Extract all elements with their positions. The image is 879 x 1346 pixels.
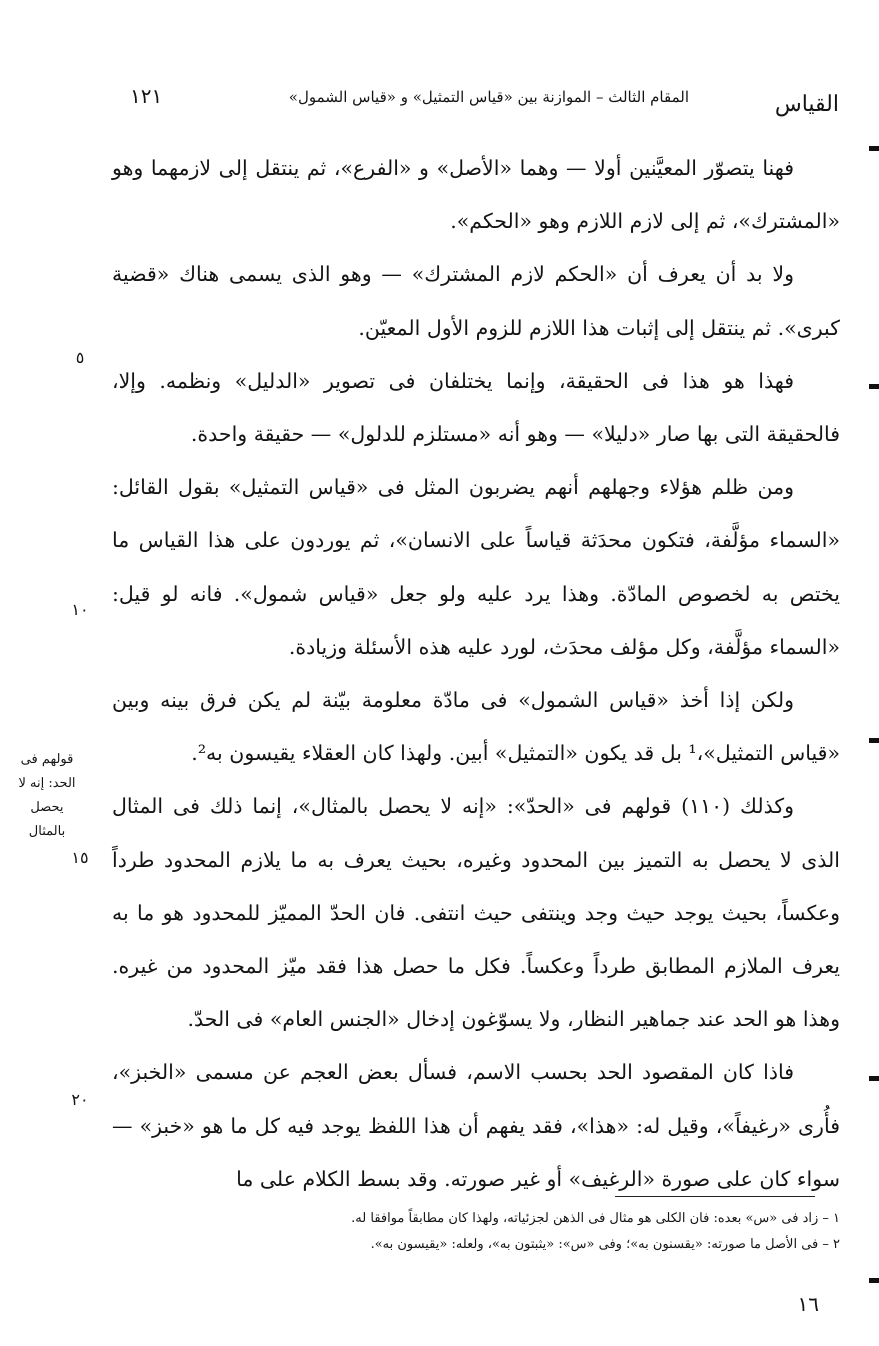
paragraph: وكذلك (١١٠) قولهم فى «الحدّ»: «إنه لا يحصل بالمثال»، إنما ذلك فى المثال الذى لا يحصل به التميز بين المحدود وغيره، بحيث يعرف به ما يلازم المحدود طرداً وعكساً، بحيث يوجد حيث وجد وينتفى حيث انتفى. فان الحدّ المميّز للمحدود هو ما به يعرف الملازم المطابق طرداً وعكساً. فكل ما حصل هذا فقد ميّز المحدود من غيره. وهذا هو الحد عند جماهير النظار، ولا يسوّغون إدخال «الجنس العام» فى الحدّ. — [112, 794, 840, 1032]
line-number: ١٥ — [71, 848, 89, 867]
edge-mark — [869, 1278, 879, 1283]
footnote: ٢ – فى الأصل ما صورته: «يقسنون به»؛ وفى «س»: «يثبتون به»، ولعله: «يقيسون به». — [370, 1237, 840, 1252]
edge-mark — [869, 738, 879, 743]
paragraph: ولا بد أن يعرف أن «الحكم لازم المشترك» — وهو الذى يسمى هناك «قضية كبرى». ثم ينتقل إلى إثبات هذا اللازم للزوم الأول المعيّن. — [112, 262, 840, 340]
running-title: القياس — [774, 92, 839, 117]
page-header — [130, 78, 839, 122]
main-text — [112, 142, 840, 1206]
header-page-number: ١٢١ — [130, 84, 163, 108]
paragraph: فهنا يتصوّر المعيَّنين أولا — وهما «الأصل» و «الفرع»، ثم ينتقل إلى لازمهما وهو «المشترك»، ثم إلى لازم اللازم وهو «الحكم». — [112, 156, 840, 234]
footer-page-number: ١٦ — [797, 1292, 819, 1316]
line-number: ٢٠ — [71, 1090, 89, 1109]
footnote-divider — [615, 1196, 815, 1197]
margin-note: قولهم فى الحد: إنه لا يحصل بالمثال — [18, 752, 76, 839]
line-number: ١٠ — [71, 600, 89, 619]
paragraph: فهذا هو هذا فى الحقيقة، وإنما يختلفان فى تصوير «الدليل» ونظمه. وإلا، فالحقيقة التى بها صار «دليلا» — وهو أنه «مستلزم للدلول» — حقيقة واحدة. — [112, 368, 840, 447]
paragraph: فاذا كان المقصود الحد بحسب الاسم، فسأل بعض العجم عن مسمى «الخبز»، فأُرى «رغيفاً»، وقيل له: «هذا»، فقد يفهم أن هذا اللفظ يوجد فيه كل ما هو «خبز» — سواء كان على صورة «الرغيف» أو غير صورته. وقد بسط الكلام على ما — [112, 1060, 840, 1191]
section-title: المقام الثالث – الموازنة بين «قياس التمثيل» و «قياس الشمول» — [288, 88, 689, 106]
paragraph: ولكن إذا أخذ «قياس الشمول» فى مادّة معلومة بيّنة لم يكن فرق بينه وبين «قياس التمثيل»،¹ بل قد يكون «التمثيل» أبين. ولهذا كان العقلاء يقيسون به². — [112, 688, 840, 766]
edge-mark — [869, 146, 879, 151]
edge-mark — [869, 1076, 879, 1081]
line-number: ٥ — [75, 348, 85, 367]
paragraph: ومن ظلم هؤلاء وجهلهم أنهم يضربون المثل فى «قياس التمثيل» بقول القائل: «السماء مؤلَّفة، فتكون محدَثة قياساً على الانسان»، ثم يوردون على هذا القياس ما يختص به لخصوص المادّة. وهذا يرد عليه ولو جعل «قياس شمول». فانه لو قيل: «السماء مؤلَّفة، وكل مؤلف محدَث، لورد عليه هذه الأسئلة وزيادة. — [112, 475, 840, 659]
edge-mark — [869, 384, 879, 389]
footnotes — [150, 1206, 840, 1258]
footnote: ١ – زاد فى «س» بعده: فان الكلى هو مثال فى الذهن لجزئياته، ولهذا كان مطابقاً موافقا له. — [351, 1211, 840, 1226]
